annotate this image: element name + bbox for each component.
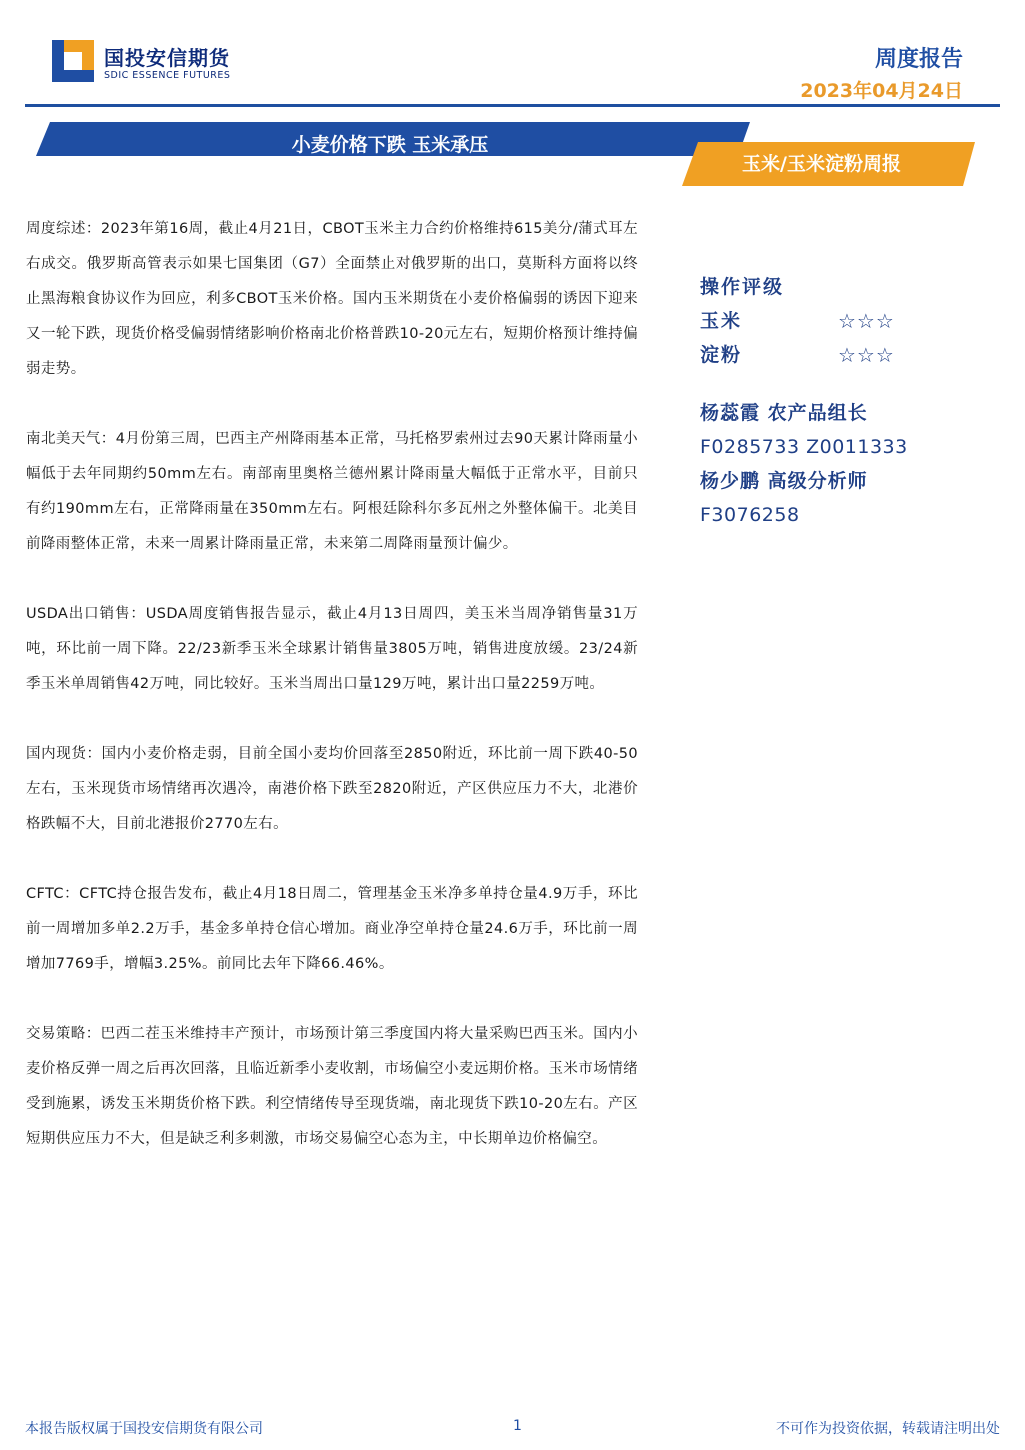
rating-row-starch — [700, 338, 1000, 372]
report-headline: 小麦价格下跌 玉米承压 — [291, 134, 489, 156]
footer-disclaimer: 不可作为投资依据，转载请注明出处 — [776, 1421, 1000, 1437]
rating-row-corn — [700, 304, 1000, 338]
paragraph-trading-strategy: 交易策略：巴西二茬玉米维持丰产预计，市场预计第三季度国内将大量采购巴西玉米。国内小麦价格反弹一周之后再次回落，且临近新季小麦收割，市场偏空小麦远期价格。玉米市场情绪受到施累，诱发玉米期货价格下跌。利空情绪传导至现货端，南北现货下跌10-20左右。产区短期供应压力不大，但是缺乏利多刺激，市场交易偏空心态为主，中长期单边价格偏空。 — [26, 1026, 638, 1147]
report-type: 周度报告 — [874, 47, 963, 72]
footer-copyright: 本报告版权属于国投安信期货有限公司 — [25, 1421, 263, 1437]
analyst-license-id: F0285733 Z0011333 — [700, 436, 908, 458]
rating-name: 淀粉 — [700, 344, 743, 366]
rating-name: 玉米 — [700, 310, 743, 332]
paragraph-usda-export-sales: USDA出口销售：USDA周度销售报告显示，截止4月13日周四，美玉米当周净销售量31万吨，环比前一周下降。22/23新季玉米全球累计销售量3805万吨，销售进度放缓。23/24新季玉米单周销售42万吨，同比较好。玉米当周出口量129万吨，累计出口量2259万吨。 — [26, 606, 638, 692]
logo-mark-icon — [52, 40, 94, 82]
analyst-name: 杨少鹏 高级分析师 — [700, 470, 868, 492]
company-logo — [52, 40, 252, 90]
sidebar — [700, 270, 1000, 532]
analyst-license-id: F3076258 — [700, 504, 800, 526]
paragraph-americas-weather: 南北美天气：4月份第三周，巴西主产州降雨基本正常，马托格罗索州过去90天累计降雨量小幅低于去年同期约50mm左右。南部南里奥格兰德州累计降雨量大幅低于正常水平，目前只有约190mm左右，正常降雨量在350mm左右。阿根廷除科尔多瓦州之外整体偏干。北美目前降雨整体正常，未来一周累计降雨量正常，未来第二周降雨量预计偏少。 — [26, 431, 638, 552]
star-rating-icon: ☆☆☆ — [838, 309, 895, 333]
paragraph-domestic-spot: 国内现货：国内小麦价格走弱，目前全国小麦均价回落至2850附近，环比前一周下跌40-50左右，玉米现货市场情绪再次遇冷，南港价格下跌至2820附近，产区供应压力不大，北港价格跌幅不大，目前北港报价2770左右。 — [26, 746, 638, 832]
header-divider — [25, 104, 1000, 107]
logo-en-text: SDIC ESSENCE FUTURES — [104, 70, 231, 81]
report-date: 2023年04月24日 — [800, 80, 963, 102]
analyst-name: 杨蕊霞 农产品组长 — [700, 402, 868, 424]
paragraph-weekly-summary: 周度综述：2023年第16周，截止4月21日，CBOT玉米主力合约价格维持615美分/蒲式耳左右成交。俄罗斯高管表示如果七国集团（G7）全面禁止对俄罗斯的出口，莫斯科方面将以终止黑海粮食协议作为回应，利多CBOT玉米价格。国内玉米期货在小麦价格偏弱的诱因下迎来又一轮下跌，现货价格受偏弱情绪影响价格南北价格普跌10-20元左右，短期价格预计维持偏弱走势。 — [26, 221, 638, 377]
report-body — [26, 212, 638, 1192]
paragraph-cftc: CFTC：CFTC持仓报告发布，截止4月18日周二，管理基金玉米净多单持仓量4.9万手，环比前一周增加多单2.2万手，基金多单持仓信心增加。商业净空单持仓量24.6万手，环比前一周增加7769手，增幅3.25%。前同比去年下降66.46%。 — [26, 886, 638, 972]
rating-heading: 操作评级 — [700, 276, 785, 298]
page-number: 1 — [513, 1418, 522, 1434]
star-rating-icon: ☆☆☆ — [838, 343, 895, 367]
report-series-title: 玉米/玉米淀粉周报 — [742, 153, 901, 175]
logo-cn-text: 国投安信期货 — [104, 46, 230, 70]
